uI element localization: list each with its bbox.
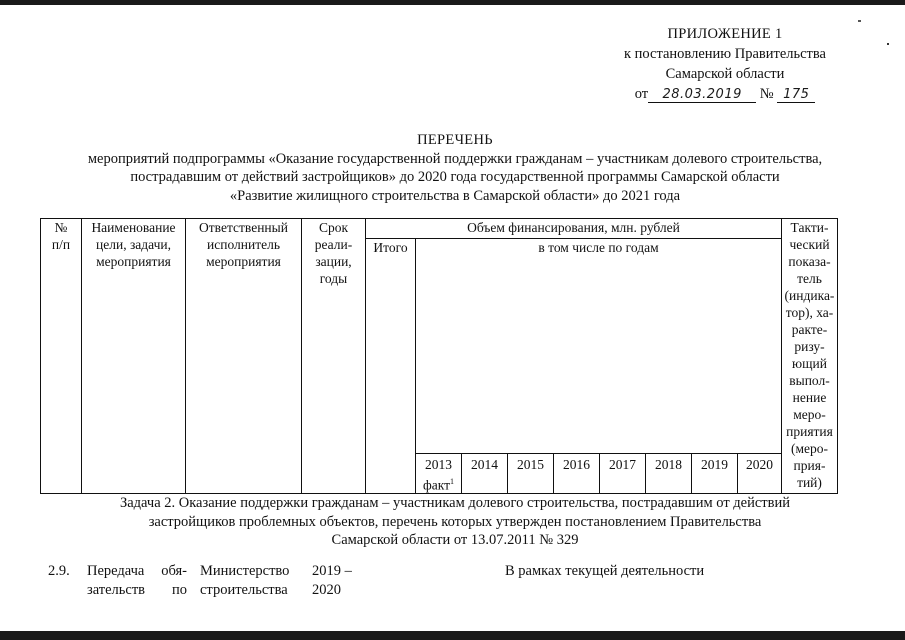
row-financing: В рамках текущей деятельности [505,563,705,579]
row-term: 2019 – 2020 [312,563,352,598]
header-indicator: Такти- ческий показа- тель (индика- тор), ха- ракте- ризу- ющий выпол- нение меро- приятия (меро- прия- тий) [782,219,838,494]
footnote-mark: 1 [450,476,455,486]
header-name: Наименование цели, задачи, мероприятия [82,219,186,494]
row-responsible: Министерство строительства [200,563,290,598]
bottom-border [0,631,905,640]
appendix-decree-line: к постановлению Правительства [624,46,826,62]
row-number: 2.9. [48,563,70,579]
appendix-title: ПРИЛОЖЕНИЕ 1 [667,26,783,42]
appendix-block [560,24,890,104]
header-financing: Объем финансирования, млн. рублей [366,219,782,239]
task-heading [40,494,870,550]
task-line-1: Задача 2. Оказание поддержки гражданам – участникам долевого строительства, пострадавшим от действий [119,495,791,511]
header-year-2016: 2016 [554,453,600,494]
measures-table [40,218,838,494]
header-year-2014: 2014 [462,453,508,494]
title-heading: ПЕРЕЧЕНЬ [417,132,493,148]
task-line-2: застройщиков проблемных объектов, перечень которых утвержден постановлением Правительства [148,513,762,530]
fact-note: факт [422,477,451,492]
title-line-1: мероприятий подпрограммы «Оказание государственной поддержки гражданам – участникам долевого строительства, [87,150,823,167]
header-year-2015: 2015 [508,453,554,494]
number-label: № [759,86,774,102]
header-year-2020: 2020 [738,453,782,494]
from-label: от [634,86,649,102]
header-year-2013: 2013 факт$^1$ [416,453,462,494]
header-year-2018: 2018 [646,453,692,494]
handwritten-number: 175 [777,87,815,103]
scan-speck [858,20,861,22]
document-title [40,131,870,205]
header-year-2017: 2017 [600,453,646,494]
task-line-3: Самарской области от 13.07.2011 № 329 [331,532,579,548]
header-years-group: в том числе по годам [416,239,782,454]
row-measure-name: Передача обя- зательств по [87,563,187,598]
header-responsible: Ответственный исполнитель мероприятия [186,219,302,494]
header-term: Срок реали- зации, годы [302,219,366,494]
header-total: Итого [366,239,416,494]
header-num: № п/п [41,219,82,494]
appendix-date-line [560,84,890,104]
handwritten-date: 28.03.2019 [648,87,756,103]
header-year-2019: 2019 [692,453,738,494]
appendix-region-line: Самарской области [665,66,785,82]
top-border [0,0,905,5]
title-line-3: «Развитие жилищного строительства в Самарской области» до 2021 года [229,187,681,204]
title-line-2: пострадавшим от действий застройщиков» до 2020 года государственной программы Самарской области [130,169,780,185]
